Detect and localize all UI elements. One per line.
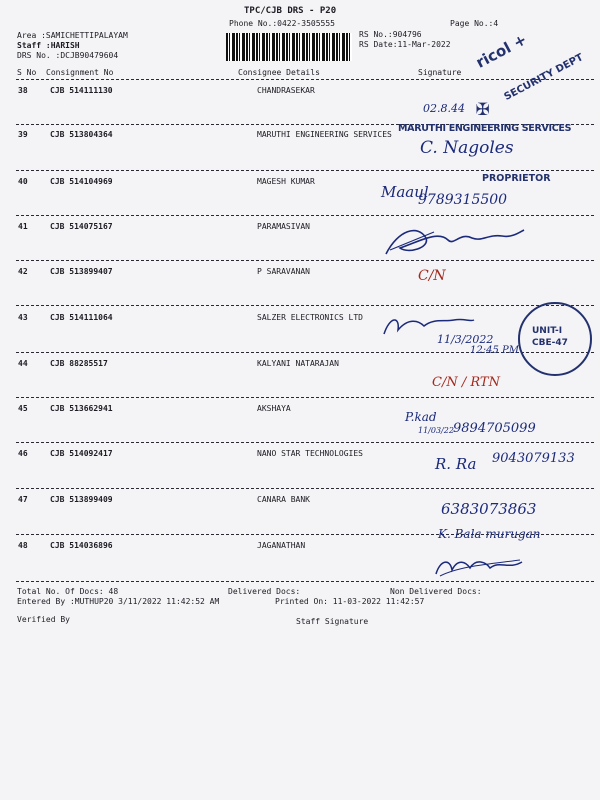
row-consignee: CANARA BANK bbox=[257, 495, 310, 504]
row-divider bbox=[16, 442, 594, 443]
handwritten-date-45: 11/03/22 bbox=[418, 426, 454, 435]
handwritten-date-38: 02.8.44 bbox=[423, 102, 465, 115]
row-consignment: CJB 514092417 bbox=[50, 449, 113, 458]
row-sno: 40 bbox=[18, 177, 28, 186]
row-consignee: NANO STAR TECHNOLOGIES bbox=[257, 449, 363, 458]
security-stamp-top: ricol + bbox=[472, 30, 530, 72]
row-sno: 47 bbox=[18, 495, 28, 504]
delivered-docs: Delivered Docs: bbox=[228, 587, 301, 596]
row-consignee: PARAMASIVAN bbox=[257, 222, 310, 231]
salzer-city: CBE-47 bbox=[532, 338, 568, 348]
maruthi-stamp: MARUTHI ENGINEERING SERVICES bbox=[398, 123, 572, 134]
row-consignment: CJB 513804364 bbox=[50, 130, 113, 139]
page-number: Page No.:4 bbox=[450, 19, 499, 28]
row-consignment: CJB 514075167 bbox=[50, 222, 113, 231]
entered-by: Entered By :MUTHUP20 3/11/2022 11:42:52 AM bbox=[17, 597, 220, 606]
row-consignee: MAGESH KUMAR bbox=[257, 177, 315, 186]
drs-number: DRS No. :DCJB90479604 bbox=[17, 51, 119, 60]
handwritten-name-39: C. Nagoles bbox=[420, 138, 514, 158]
row-consignment: CJB 88285517 bbox=[50, 359, 108, 368]
row-sno: 45 bbox=[18, 404, 28, 413]
row-consignment: CJB 513899409 bbox=[50, 495, 113, 504]
handwritten-date-43: 11/3/2022 bbox=[437, 333, 494, 346]
row-consignment: CJB 514104969 bbox=[50, 177, 113, 186]
row-sno: 38 bbox=[18, 86, 28, 95]
barcode bbox=[226, 33, 352, 61]
row-consignment: CJB 513899407 bbox=[50, 267, 113, 276]
row-consignee: P SARAVANAN bbox=[257, 267, 310, 276]
handwritten-phone-45: 9894705099 bbox=[453, 421, 536, 436]
col-consignee: Consignee Details bbox=[238, 68, 320, 77]
header-divider bbox=[16, 79, 594, 80]
cross-icon: ✠ bbox=[476, 96, 490, 121]
signature-48 bbox=[430, 552, 530, 582]
col-signature: Signature bbox=[418, 68, 462, 77]
row-consignment: CJB 514111130 bbox=[50, 86, 113, 95]
area-label: Area :SAMICHETTIPALAYAM bbox=[17, 31, 128, 40]
row-consignee: JAGANATHAN bbox=[257, 541, 306, 550]
row-sno: 39 bbox=[18, 130, 28, 139]
handwritten-name-46: R. Ra bbox=[435, 455, 477, 473]
salzer-unit: UNIT-I bbox=[532, 326, 563, 336]
printed-on: Printed On: 11-03-2022 11:42:57 bbox=[275, 597, 425, 606]
col-consignment: Consignment No bbox=[46, 68, 114, 77]
verified-by: Verified By bbox=[17, 615, 70, 624]
signature-41 bbox=[378, 220, 528, 262]
row-sno: 43 bbox=[18, 313, 28, 322]
rs-number: RS No.:904796 bbox=[359, 30, 422, 39]
non-delivered-docs: Non Delivered Docs: bbox=[390, 587, 482, 596]
row-divider bbox=[16, 170, 594, 171]
handwritten-time-43: 12:45 PM bbox=[470, 345, 519, 356]
security-stamp-bottom: SECURITY DEPT bbox=[502, 52, 586, 103]
handwritten-phone-40: 9789315500 bbox=[418, 192, 508, 208]
row-consignment: CJB 514036896 bbox=[50, 541, 113, 550]
document-title: TPC/CJB DRS - P20 bbox=[244, 6, 337, 16]
total-docs: Total No. Of Docs: 48 bbox=[17, 587, 119, 596]
row-consignee: MARUTHI ENGINEERING SERVICES bbox=[257, 130, 392, 139]
phone-number: Phone No.:0422-3505555 bbox=[229, 19, 335, 28]
handwritten-phone-46: 9043079133 bbox=[492, 451, 575, 466]
handwritten-name-40: Maaul bbox=[381, 183, 429, 201]
row-consignee: AKSHAYA bbox=[257, 404, 291, 413]
staff-signature: Staff Signature bbox=[296, 617, 369, 626]
row-sno: 46 bbox=[18, 449, 28, 458]
row-divider bbox=[16, 397, 594, 398]
staff-label: Staff :HARISH bbox=[17, 41, 80, 50]
handwritten-cn-44: C/N / RTN bbox=[432, 375, 500, 390]
proprietor-stamp: PROPRIETOR bbox=[482, 173, 551, 184]
handwritten-cn-42: C/N bbox=[418, 268, 446, 284]
row-divider bbox=[16, 488, 594, 489]
row-consignee: CHANDRASEKAR bbox=[257, 86, 315, 95]
row-sno: 42 bbox=[18, 267, 28, 276]
col-sno: S No bbox=[17, 68, 37, 77]
handwritten-phone-47: 6383073863 bbox=[441, 500, 537, 518]
row-sno: 44 bbox=[18, 359, 28, 368]
handwritten-name-47: K. Bala murugan bbox=[438, 527, 541, 541]
rs-date: RS Date:11-Mar-2022 bbox=[359, 40, 451, 49]
row-consignee: SALZER ELECTRONICS LTD bbox=[257, 313, 363, 322]
handwritten-name-45: P.kad bbox=[405, 410, 437, 424]
row-divider bbox=[16, 215, 594, 216]
row-consignee: KALYANI NATARAJAN bbox=[257, 359, 339, 368]
row-consignment: CJB 514111064 bbox=[50, 313, 113, 322]
row-divider bbox=[16, 305, 594, 306]
row-sno: 48 bbox=[18, 541, 28, 550]
row-consignment: CJB 513662941 bbox=[50, 404, 113, 413]
row-sno: 41 bbox=[18, 222, 28, 231]
